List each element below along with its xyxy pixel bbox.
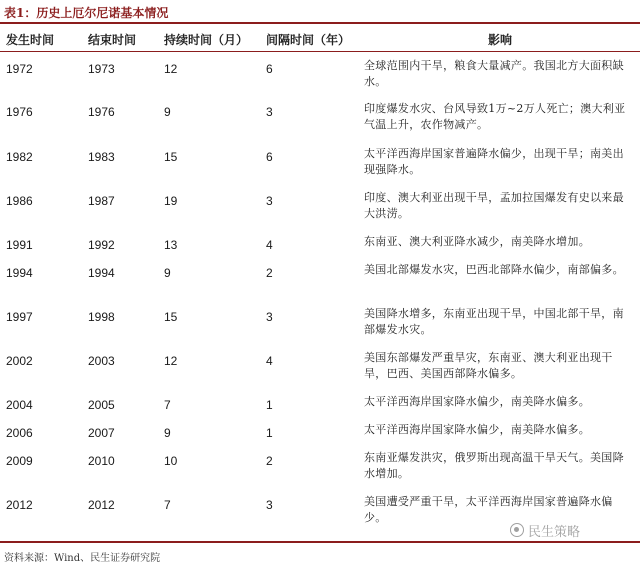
- watermark-text: 民生策略: [528, 524, 581, 540]
- cell-start-time: 1982: [6, 150, 33, 164]
- cell-end-time: 1998: [88, 310, 115, 324]
- cell-start-time: 1972: [6, 62, 33, 76]
- header-start-time: 发生时间: [6, 33, 55, 47]
- cell-interval: 3: [266, 105, 273, 119]
- cell-interval: 6: [266, 62, 273, 76]
- cell-interval: 2: [266, 454, 273, 468]
- cell-end-time: 1994: [88, 266, 115, 280]
- watermark: [510, 521, 580, 539]
- cell-end-time: 1973: [88, 62, 115, 76]
- cell-end-time: 2012: [88, 498, 115, 512]
- cell-interval: 4: [266, 354, 273, 368]
- header-interval: 间隔时间（年）: [266, 33, 351, 47]
- cell-impact: 太平洋西海岸国家普遍降水偏少，出现干旱；南美出现强降水。: [364, 147, 624, 176]
- table-title: 表1：历史上厄尔尼诺基本情况: [4, 6, 169, 20]
- cell-end-time: 1976: [88, 105, 115, 119]
- cell-start-time: 2012: [6, 498, 33, 512]
- header-impact: 影响: [488, 33, 513, 47]
- cell-interval: 6: [266, 150, 273, 164]
- cell-duration: 15: [164, 310, 178, 324]
- cell-impact: 美国遭受严重干旱，太平洋西海岸国家普遍降水偏少。: [364, 495, 613, 524]
- cell-duration: 19: [164, 194, 178, 208]
- cell-impact: 太平洋西海岸国家降水偏少，南美降水偏多。: [364, 395, 590, 408]
- cell-impact: 东南亚、澳大利亚降水减少，南美降水增加。: [364, 235, 590, 248]
- cell-impact: 印度、澳大利亚出现干旱，孟加拉国爆发有史以来最大洪涝。: [364, 191, 624, 220]
- cell-end-time: 2007: [88, 426, 115, 440]
- header-duration: 持续时间（月）: [164, 33, 249, 47]
- cell-impact: 印度爆发水灾、台风导致1万~2万人死亡；澳大利亚气温上升，农作物减产。: [364, 102, 626, 131]
- cell-start-time: 2009: [6, 454, 33, 468]
- cell-start-time: 1986: [6, 194, 33, 208]
- cell-impact: 东南亚爆发洪灾，俄罗斯出现高温干旱天气。美国降水增加。: [364, 451, 624, 480]
- cell-start-time: 1991: [6, 238, 33, 252]
- cell-duration: 13: [164, 238, 178, 252]
- cell-impact: 全球范围内干旱，粮食大量减产。我国北方大面积缺水。: [364, 59, 624, 88]
- cell-interval: 1: [266, 398, 273, 412]
- cell-interval: 3: [266, 310, 273, 324]
- bottom-rule: [0, 541, 640, 543]
- cell-duration: 12: [164, 354, 178, 368]
- cell-end-time: 2003: [88, 354, 115, 368]
- cell-duration: 12: [164, 62, 178, 76]
- cell-end-time: 1983: [88, 150, 115, 164]
- cell-impact: 美国东部爆发严重旱灾，东南亚、澳大利亚出现干旱，巴西、美国西部降水偏多。: [364, 351, 613, 380]
- cell-duration: 15: [164, 150, 178, 164]
- cell-start-time: 1976: [6, 105, 33, 119]
- header-end-time: 结束时间: [88, 33, 137, 47]
- cell-start-time: 2006: [6, 426, 33, 440]
- cell-duration: 7: [164, 498, 171, 512]
- cell-end-time: 2005: [88, 398, 115, 412]
- cell-start-time: 2002: [6, 354, 33, 368]
- cell-impact: 美国降水增多，东南亚出现干旱，中国北部干旱，南部爆发水灾。: [364, 307, 624, 336]
- cell-interval: 1: [266, 426, 273, 440]
- cell-interval: 2: [266, 266, 273, 280]
- cell-interval: 3: [266, 194, 273, 208]
- cell-end-time: 1987: [88, 194, 115, 208]
- source-note: 资料来源：Wind、民生证券研究院: [4, 553, 161, 564]
- wechat-logo-icon: [510, 523, 524, 537]
- cell-duration: 7: [164, 398, 171, 412]
- cell-duration: 9: [164, 426, 171, 440]
- cell-start-time: 1994: [6, 266, 33, 280]
- cell-start-time: 2004: [6, 398, 33, 412]
- cell-duration: 9: [164, 105, 171, 119]
- cell-impact: 美国北部爆发水灾，巴西北部降水偏少，南部偏多。: [364, 263, 624, 276]
- cell-interval: 4: [266, 238, 273, 252]
- cell-start-time: 1997: [6, 310, 33, 324]
- cell-end-time: 2010: [88, 454, 115, 468]
- cell-duration: 10: [164, 454, 178, 468]
- top-rule: [0, 22, 640, 24]
- cell-interval: 3: [266, 498, 273, 512]
- header-rule: [0, 51, 640, 52]
- cell-duration: 9: [164, 266, 171, 280]
- cell-impact: 太平洋西海岸国家降水偏少，南美降水偏多。: [364, 423, 590, 436]
- cell-end-time: 1992: [88, 238, 115, 252]
